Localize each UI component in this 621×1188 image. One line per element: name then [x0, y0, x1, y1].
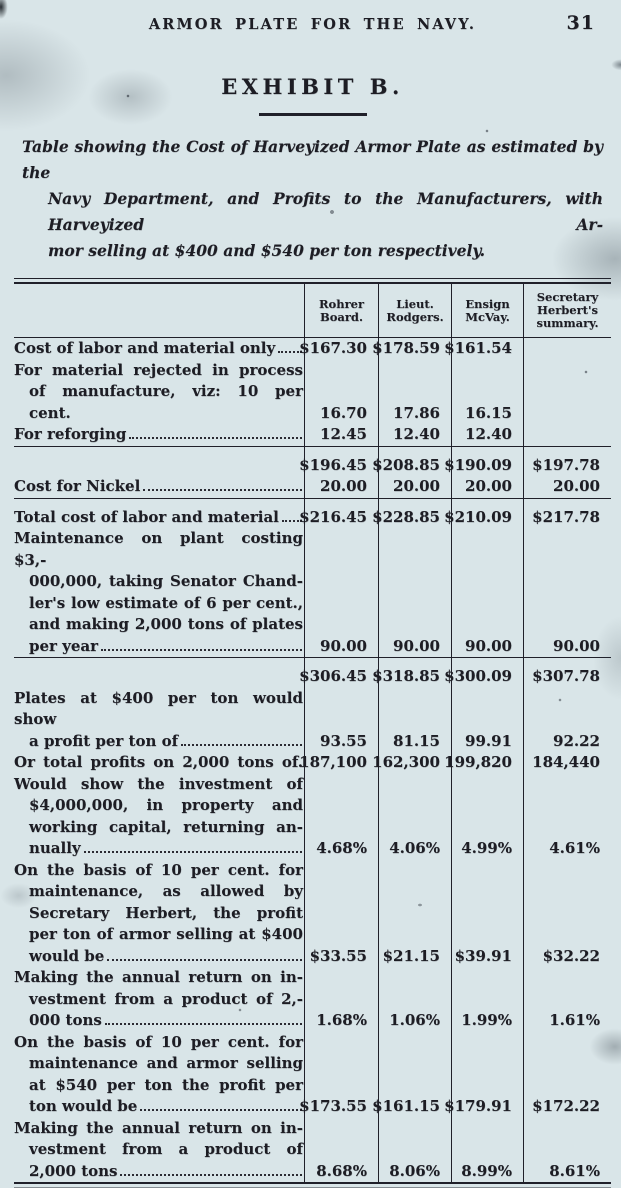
row-value: $210.09 — [451, 499, 523, 529]
row-label-line: Maintenance on plant costing $3,- — [14, 529, 303, 569]
table-row — [14, 1118, 611, 1183]
row-value: 93.55 — [304, 688, 378, 753]
dotted-leader — [120, 1174, 302, 1176]
row-label-line: maintenance and armor selling — [29, 1054, 303, 1072]
row-label-line: Cost for Nickel — [14, 476, 303, 498]
row-label-line: of manufacture, viz: 10 per cent. — [29, 382, 303, 422]
row-label — [14, 528, 304, 658]
row-label — [14, 1032, 304, 1118]
row-value: $306.45 — [304, 658, 378, 688]
row-label — [14, 774, 304, 860]
row-value: 12.45 — [304, 424, 378, 447]
header-stub-cell — [14, 284, 304, 338]
cost-table — [14, 278, 611, 1188]
row-label — [14, 360, 304, 425]
caption-line: Table showing the Cost of Harveyized Armor Plate as estimated by the — [22, 137, 603, 182]
dotted-leader — [140, 1109, 302, 1111]
row-label-line: ler's low estimate of 6 per cent., — [29, 593, 303, 612]
row-value: 8.61% — [523, 1118, 611, 1183]
row-label-line: maintenance, as allowed by — [29, 882, 303, 900]
column-header-line: Lieut. — [396, 296, 434, 311]
column-header-line: Rohrer — [318, 296, 365, 311]
row-label-line: Would show the investment of — [14, 774, 303, 793]
row-value: $32.22 — [523, 860, 611, 968]
row-value: $307.78 — [523, 658, 611, 688]
row-label-line: working capital, returning an- — [29, 817, 303, 836]
row-label — [14, 424, 304, 447]
row-value: 184,440 — [523, 752, 611, 774]
row-value — [523, 338, 611, 360]
row-label-line: $4,000,000, in property and — [29, 796, 303, 814]
row-value: $216.45 — [304, 499, 378, 529]
row-value: 1.61% — [523, 967, 611, 1032]
row-value: $208.85 — [378, 447, 451, 477]
column-header — [378, 284, 451, 338]
row-label-line: Total cost of labor and material — [14, 507, 303, 529]
row-value: 8.68% — [304, 1118, 378, 1183]
row-value: $179.91 — [451, 1032, 523, 1118]
row-label-line: nually — [14, 838, 303, 860]
divider-rule — [259, 113, 367, 116]
row-value: 12.40 — [378, 424, 451, 447]
row-value: 4.61% — [523, 774, 611, 860]
row-label — [14, 658, 304, 688]
row-value: $173.55 — [304, 1032, 378, 1118]
dotted-leader — [101, 649, 302, 651]
table-row — [14, 360, 611, 425]
row-value: 162,300 — [378, 752, 451, 774]
table-row — [14, 688, 611, 753]
table-row — [14, 774, 611, 860]
table-row — [14, 528, 611, 658]
row-value: 1.99% — [451, 967, 523, 1032]
caption-line: mor selling at $400 and $540 per ton respectively. — [48, 241, 486, 260]
row-value: 187,100 — [304, 752, 378, 774]
row-value: 4.06% — [378, 774, 451, 860]
row-label-line: 000,000, taking Senator Chand- — [29, 572, 303, 590]
dotted-leader — [84, 851, 302, 853]
row-label — [14, 476, 304, 499]
row-value: $39.91 — [451, 860, 523, 968]
row-value: 17.86 — [378, 360, 451, 425]
running-head — [14, 12, 611, 42]
table-row — [14, 499, 611, 529]
row-value: 8.06% — [378, 1118, 451, 1183]
row-label-line: per year — [14, 636, 303, 658]
column-header-line: summary. — [536, 316, 599, 330]
row-value — [523, 360, 611, 425]
row-label-line: For reforging — [14, 424, 303, 446]
row-value: 16.15 — [451, 360, 523, 425]
row-value: 90.00 — [523, 528, 611, 658]
row-value: 99.91 — [451, 688, 523, 753]
row-value: 92.22 — [523, 688, 611, 753]
dotted-leader — [143, 489, 302, 491]
row-value: 16.70 — [304, 360, 378, 425]
row-value: $217.78 — [523, 499, 611, 529]
row-value: $167.30 — [304, 338, 378, 360]
table-row — [14, 476, 611, 499]
row-value: 199,820 — [451, 752, 523, 774]
row-value: 90.00 — [378, 528, 451, 658]
row-value: $228.85 — [378, 499, 451, 529]
page-number: 31 — [566, 12, 595, 34]
row-value: 4.68% — [304, 774, 378, 860]
row-label-line: Cost of labor and material only — [14, 338, 303, 360]
column-header — [304, 284, 378, 338]
row-value: $33.55 — [304, 860, 378, 968]
row-value: $21.15 — [378, 860, 451, 968]
row-label-line: vestment from a product of — [29, 1140, 303, 1158]
table-row — [14, 447, 611, 477]
table-row — [14, 860, 611, 968]
row-value: 20.00 — [523, 476, 611, 499]
row-value: 90.00 — [304, 528, 378, 658]
row-value: 90.00 — [451, 528, 523, 658]
row-value: $300.09 — [451, 658, 523, 688]
row-value: $161.54 — [451, 338, 523, 360]
table-bottom-rule — [14, 1182, 611, 1188]
row-value: $318.85 — [378, 658, 451, 688]
row-label-line: Making the annual return on in- — [14, 1118, 303, 1137]
table-row — [14, 1032, 611, 1118]
caption-line: Navy Department, and Profits to the Manufacturers, with Harveyized Ar- — [48, 189, 603, 234]
row-label-line: at $540 per ton the profit per — [29, 1075, 303, 1094]
row-label — [14, 499, 304, 529]
row-value: $196.45 — [304, 447, 378, 477]
column-header-line: Herbert's — [537, 303, 598, 317]
table-row — [14, 752, 611, 774]
row-label — [14, 447, 304, 477]
column-header-line: Secretary — [536, 290, 599, 304]
row-label-line: 000 tons — [14, 1010, 303, 1032]
dotted-leader — [105, 1023, 302, 1025]
row-value: 20.00 — [451, 476, 523, 499]
row-label-line: vestment from a product of 2,- — [29, 989, 303, 1008]
row-label-line: per ton of armor selling at $400 — [29, 925, 303, 943]
row-value: 8.99% — [451, 1118, 523, 1183]
table-row — [14, 424, 611, 447]
column-header — [523, 284, 611, 338]
dotted-leader — [107, 959, 302, 961]
row-value: $161.15 — [378, 1032, 451, 1118]
row-label — [14, 860, 304, 968]
row-label-line: and making 2,000 tons of plates — [29, 615, 303, 633]
column-header-line: Rodgers. — [386, 309, 444, 324]
table-row — [14, 967, 611, 1032]
table-row — [14, 338, 611, 360]
row-label — [14, 338, 304, 360]
row-label — [14, 752, 304, 774]
table-caption — [14, 134, 611, 264]
row-value: $190.09 — [451, 447, 523, 477]
table-row — [14, 658, 611, 688]
row-label-line: Or total profits on 2,000 tons of. — [14, 753, 303, 771]
row-label-line: On the basis of 10 per cent. for — [14, 1032, 303, 1051]
row-value: 4.99% — [451, 774, 523, 860]
row-value: 20.00 — [378, 476, 451, 499]
row-value: $197.78 — [523, 447, 611, 477]
column-header-line: Ensign — [465, 296, 510, 311]
row-label-line: 2,000 tons — [14, 1161, 303, 1183]
row-value: 81.15 — [378, 688, 451, 753]
row-label-line: Secretary Herbert, the profit — [29, 903, 303, 922]
row-label-line: Making the annual return on in- — [14, 968, 303, 986]
row-label-line: ton would be — [14, 1096, 303, 1118]
row-value — [523, 424, 611, 447]
row-label-line: For material rejected in process — [14, 360, 303, 379]
row-value: 1.68% — [304, 967, 378, 1032]
row-label — [14, 1118, 304, 1183]
column-header — [451, 284, 523, 338]
row-value: 1.06% — [378, 967, 451, 1032]
row-label — [14, 967, 304, 1032]
row-value: $178.59 — [378, 338, 451, 360]
column-header-line: McVay. — [465, 309, 510, 324]
row-label-line: would be — [14, 946, 303, 968]
row-value: 20.00 — [304, 476, 378, 499]
row-label-line: Plates at $400 per ton would show — [14, 688, 303, 728]
running-title: ARMOR PLATE FOR THE NAVY. — [148, 16, 477, 33]
row-label — [14, 688, 304, 753]
dotted-leader — [181, 744, 302, 746]
row-value: $172.22 — [523, 1032, 611, 1118]
row-label-line: On the basis of 10 per cent. for — [14, 860, 303, 879]
exhibit-title: EXHIBIT B. — [221, 74, 404, 99]
column-header-line: Board. — [320, 309, 363, 324]
row-label-line: a profit per ton of — [14, 731, 303, 753]
table-header-row — [14, 284, 611, 338]
row-value: 12.40 — [451, 424, 523, 447]
dotted-leader — [129, 437, 302, 439]
table-body — [14, 338, 611, 1182]
